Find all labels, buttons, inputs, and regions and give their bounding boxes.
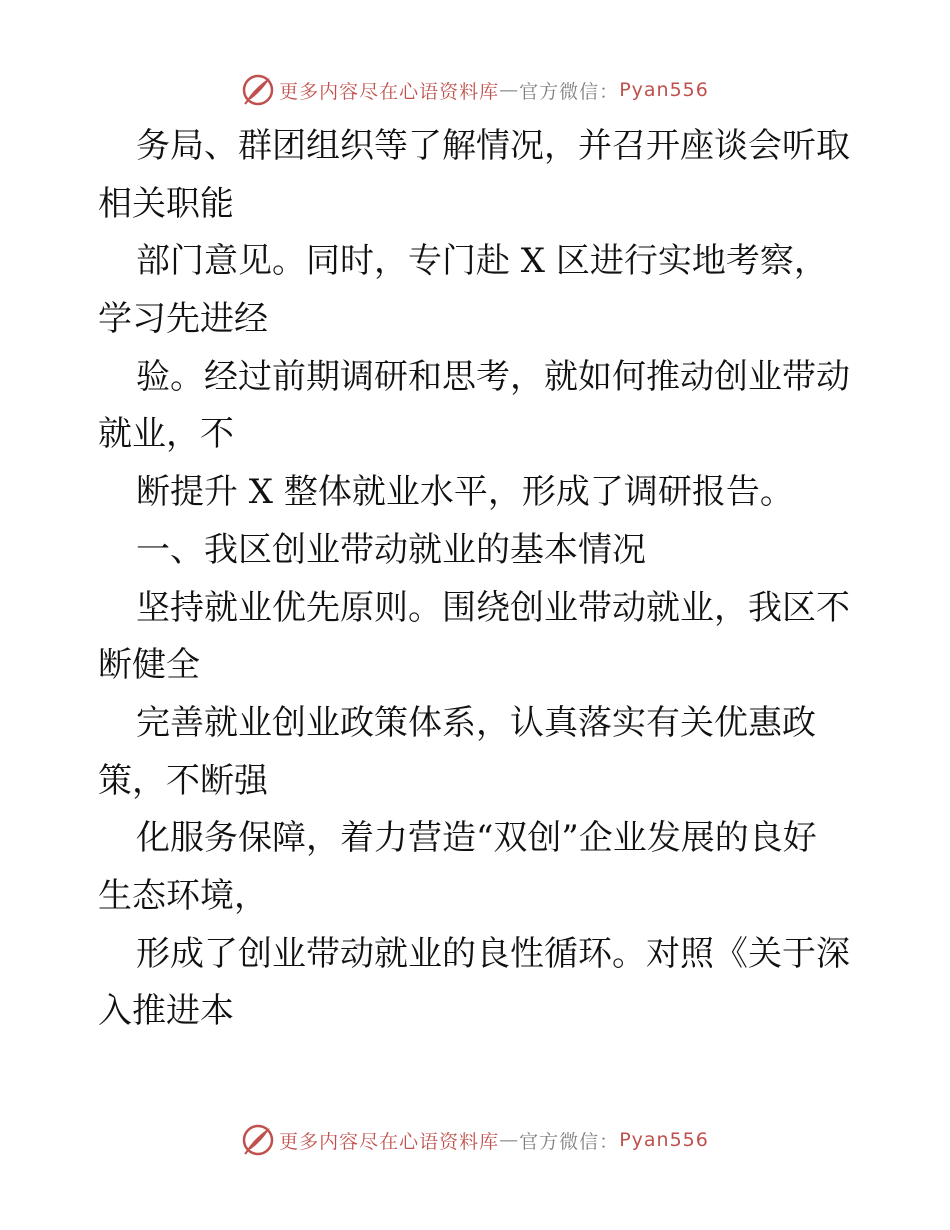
header-watermark [0,70,950,110]
banner-wechat-label: 官方微信： [519,1130,620,1153]
text-line: 学习先进经 [98,299,268,340]
text-line: 断健全 [98,645,200,686]
text-line: 化服务保障，着力营造“双创”企业发展的良好 [136,818,817,859]
banner-dash: — [499,1129,520,1151]
footer-watermark [0,1120,950,1160]
text-line: 务局、群团组织等了解情况，并召开座谈会听取 [136,126,850,166]
feather-pen-icon [241,1123,275,1157]
banner-dash: — [499,79,520,101]
feather-pen-icon [241,73,275,107]
document-body [98,118,898,1041]
text-line: 相关职能 [98,183,234,224]
text-line: 形成了创业带动就业的良性循环。对照《关于深 [136,933,850,974]
section-heading: 一、我区创业带动就业的基本情况 [136,529,646,570]
text-line: 部门意见。同时，专门赴 X 区进行实地考察， [136,241,828,282]
banner-wechat-label: 官方微信： [519,80,620,103]
text-line: 就业，不 [98,414,234,455]
text-line: 入推进本 [98,991,234,1032]
text-line: 坚持就业优先原则。围绕创业带动就业，我区不 [136,587,850,628]
text-line: 验。经过前期调研和思考，就如何推动创业带动 [136,356,850,397]
text-line: 策，不断强 [98,760,268,801]
banner-library-text: 更多内容尽在心语资料库 [279,1130,500,1153]
banner-wechat-id: Pyan556 [619,1129,709,1151]
text-line: 断提升 X 整体就业水平，形成了调研报告。 [136,472,794,513]
text-line: 完善就业创业政策体系，认真落实有关优惠政 [136,702,816,743]
banner-wechat-id: Pyan556 [619,79,709,101]
banner-library-text: 更多内容尽在心语资料库 [279,80,500,103]
text-line: 生态环境， [98,875,268,916]
